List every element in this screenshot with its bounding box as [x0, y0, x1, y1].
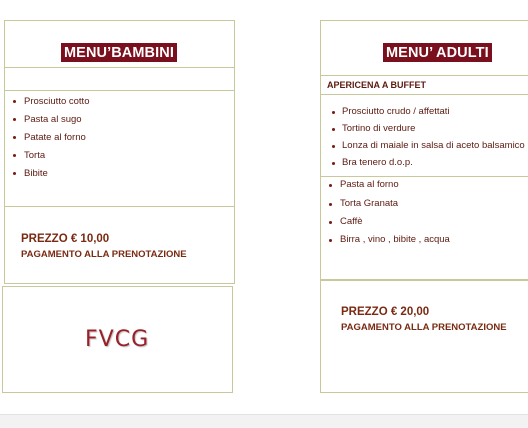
adult-menu-table	[320, 20, 528, 280]
bullet	[332, 128, 335, 131]
adult-menu-item: Prosciutto crudo / affettati	[342, 106, 450, 117]
bullet	[329, 184, 332, 187]
kids-menu-payment-note: PAGAMENTO ALLA PRENOTAZIONE	[21, 249, 187, 260]
adult-price-box	[320, 280, 528, 393]
bullet	[332, 145, 335, 148]
divider	[5, 90, 234, 91]
adult-menu-item: Lonza di maiale in salsa di aceto balsamico	[342, 140, 525, 151]
fvcg-logo: FVCG	[85, 327, 150, 352]
adult-menu-item: Caffè	[340, 216, 363, 227]
adult-menu-item: Bra tenero d.o.p.	[342, 157, 413, 168]
adult-menu-subtitle: APERICENA A BUFFET	[327, 80, 426, 90]
adult-menu-item: Pasta al forno	[340, 179, 399, 190]
adult-menu-item: Tortino di verdure	[342, 123, 416, 134]
bullet	[329, 239, 332, 242]
adult-menu-item: Torta Granata	[340, 198, 399, 209]
adult-menu-title: MENU’ ADULTI	[383, 43, 492, 62]
bullet	[332, 162, 335, 165]
kids-menu-item: Torta	[24, 150, 46, 161]
bullet	[329, 203, 332, 206]
divider	[321, 75, 528, 76]
kids-menu-item: Patate al forno	[24, 132, 86, 143]
kids-menu-title: MENU’BAMBINI	[61, 43, 177, 62]
bullet	[13, 100, 16, 103]
bottom-scroll-area	[0, 414, 528, 428]
logo-box	[2, 286, 233, 393]
bullet	[13, 154, 16, 157]
adult-menu-price: PREZZO € 20,00	[341, 306, 430, 318]
bullet	[13, 136, 16, 139]
kids-menu-item: Prosciutto cotto	[24, 96, 90, 107]
bullet	[329, 221, 332, 224]
divider	[5, 206, 234, 207]
kids-menu-price: PREZZO € 10,00	[21, 233, 110, 245]
bullet	[13, 172, 16, 175]
bullet	[332, 111, 335, 114]
divider	[321, 176, 528, 177]
kids-menu-item: Bibite	[24, 168, 48, 179]
divider	[321, 94, 528, 95]
kids-menu-item: Pasta al sugo	[24, 114, 82, 125]
adult-menu-item: Birra , vino , bibite , acqua	[340, 234, 450, 245]
bullet	[13, 118, 16, 121]
kids-menu-table	[4, 20, 235, 284]
divider	[5, 67, 234, 68]
adult-menu-payment-note: PAGAMENTO ALLA PRENOTAZIONE	[341, 322, 507, 333]
